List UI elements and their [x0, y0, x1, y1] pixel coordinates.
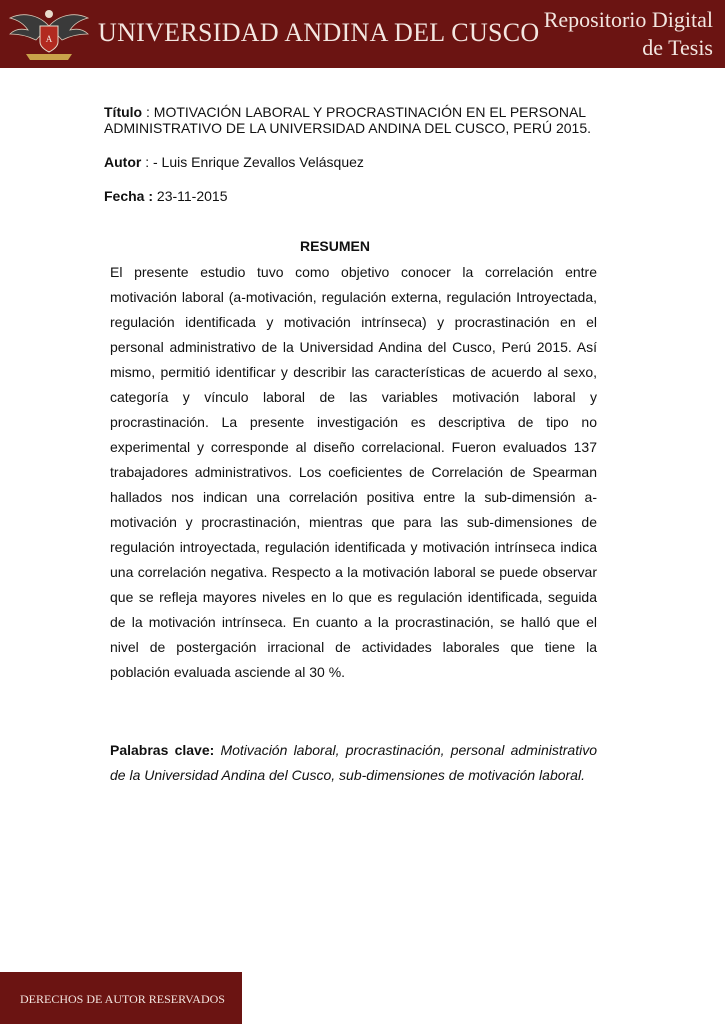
thesis-author [104, 154, 624, 170]
title-value: : MOTIVACIÓN LABORAL Y PROCRASTINACIÓN EN EL PERSONAL ADMINISTRATIVO DE LA UNIVERSIDAD ANDINA DEL CUSCO, PERÚ 2015. [104, 104, 592, 136]
thesis-date [104, 188, 624, 204]
author-value: : - Luis Enrique Zevallos Velásquez [141, 154, 364, 170]
title-label: Título [104, 104, 143, 120]
date-value: 23-11-2015 [153, 188, 228, 204]
svg-text:A: A [45, 34, 53, 44]
university-name: UNIVERSIDAD ANDINA DEL CUSCO [98, 18, 540, 47]
repository-title [513, 6, 713, 62]
repository-title-line1: Repositorio Digital [543, 7, 713, 32]
repository-title-line2: de Tesis [642, 35, 713, 60]
keywords [110, 738, 597, 788]
footer-bar [0, 972, 242, 1024]
thesis-title [104, 104, 624, 136]
abstract-heading: RESUMEN [299, 238, 370, 254]
eagle-crest-icon [8, 4, 90, 64]
header-bar [0, 0, 725, 68]
keywords-label: Palabras clave: [110, 742, 215, 758]
date-label: Fecha : [104, 188, 154, 204]
abstract-body: El presente estudio tuvo como objetivo conocer la correlación entre motivación laboral (a-motivación, regulación externa, regulación Introyectada, regulación identificada y motivación intrínseca) y procrastinación en el personal administrativo de la Universidad Andina del Cusco, Perú 2015. Así mismo, permitió identificar y describir las características de acuerdo al sexo, categoría y vínculo laboral de las variables motivación laboral y procrastinación. La presente investigación es descriptiva de tipo no experimental y corresponde al diseño correlacional. Fueron evaluados 137 trabajadores administrativos. Los coeficientes de Correlación de Spearman hallados nos indican una correlación positiva entre la sub-dimensión a-motivación y procrastinación, mientras que para las sub-dimensiones de regulación introyectada, regulación identificada y motivación intrínseca indica una correlación negativa. Respecto a la motivación laboral se puede observar que se refleja mayores niveles en lo que es regulación identificada, seguida de la motivación intrínseca. En cuanto a la procrastinación, se halló que el nivel de postergación irracional de actividades laborales que tiene la población evaluada asciende al 30 %. [110, 264, 597, 680]
keywords-text: Motivación laboral, procrastinación, personal administrativo de la Universidad Andina del Cusco, sub-dimensiones de motivación laboral. [110, 742, 597, 783]
copyright-notice: DERECHOS DE AUTOR RESERVADOS [20, 992, 225, 1006]
author-label: Autor [104, 154, 142, 170]
